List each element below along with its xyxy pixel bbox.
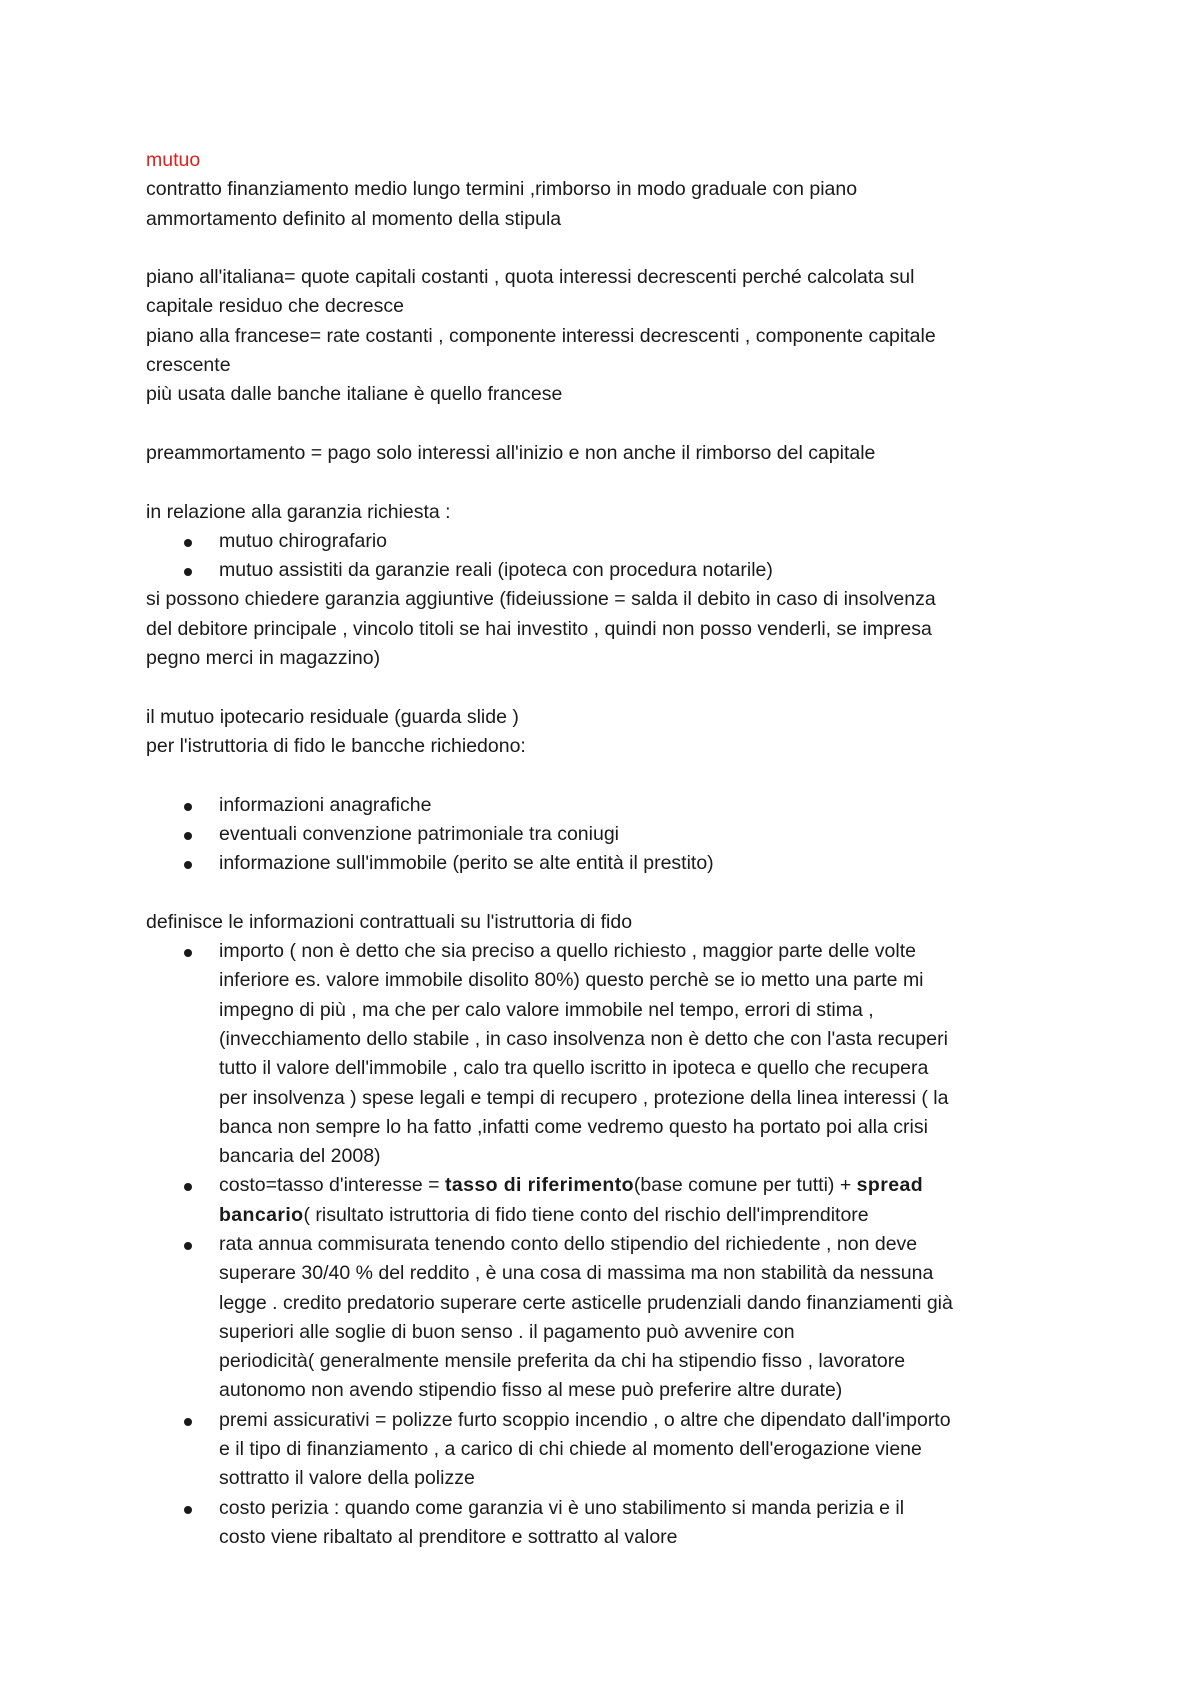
list-item-premi: premi assicurativi = polizze furto scoppio incendio , o altre che dipendato dall'importo e il tipo di finanziamento , a carico di chi chiede al momento dell'erogazione viene sottratto il valore della polizze: [146, 1406, 1080, 1494]
bullet-icon: [184, 1418, 192, 1426]
list-item: mutuo assistiti da garanzie reali (ipoteca con procedura notarile): [146, 556, 1080, 585]
contrattuali-list: [146, 937, 1080, 1552]
bold-term: bancario: [219, 1203, 304, 1226]
piano-line: più usata dalle banche italiane è quello francese: [146, 383, 563, 406]
piano-line: piano all'italiana= quote capitali costanti , quota interessi decrescenti perché calcolata sul: [146, 266, 915, 289]
preammortamento-line: preammortamento = pago solo interessi all'inizio e non anche il rimborso del capitale: [146, 441, 876, 464]
piano-line: crescente: [146, 354, 231, 377]
document-title: mutuo: [146, 149, 201, 171]
bold-term: tasso di riferimento: [444, 1174, 634, 1197]
list-item-rata: rata annua commisurata tenendo conto dello stipendio del richiedente , non deve superare 30/40 % del reddito , è una cosa di massima ma non stabilità da nessuna legge . credito predatorio superare certe asticelle prudenziali dando finanziamenti già superiori alle soglie di buon senso . il pagamento può avvenire con periodicità( generalmente mensile preferita da chi ha stipendio fisso , lavoratore autonomo non avendo stipendio fisso al mese può preferire altre durate): [146, 1230, 1080, 1406]
bullet-icon: [184, 1183, 192, 1191]
bullet-icon: [184, 539, 192, 547]
ipotecario-line: per l'istruttoria di fido le bancche richiedono:: [146, 734, 526, 757]
list-item-perizia: costo perizia : quando come garanzia vi è uno stabilimento si manda perizia e il costo viene ribaltato al prenditore e sottratto al valore: [146, 1494, 1080, 1553]
garanzia-extra-line: si possono chiedere garanzia aggiuntive (fideiussione = salda il debito in caso di insolvenza: [146, 588, 936, 611]
istruttoria-list: [146, 791, 1080, 879]
bullet-icon: [184, 1242, 192, 1250]
intro-line: contratto finanziamento medio lungo termini ,rimborso in modo graduale con piano: [146, 178, 858, 201]
list-item-importo: importo ( non è detto che sia preciso a quello richiesto , maggior parte delle volte inferiore es. valore immobile disolito 80%) questo perchè se io metto una parte mi impegno di più , ma che per calo valore immobile nel tempo, errori di stima , (invecchiamento dello stabile , in caso insolvenza non è detto che con l'asta recuperi tutto il valore dell'immobile , calo tra quello iscritto in ipoteca e quello che recupera per insolvenza ) spese legali e tempi di recupero , protezione della linea interessi ( la banca non sempre lo ha fatto ,infatti come vedremo questo ha portato poi alla crisi bancaria del 2008): [146, 937, 1080, 1171]
garanzia-extra-line: del debitore principale , vincolo titoli se hai investito , quindi non posso venderli, se impresa: [146, 617, 932, 640]
contrattuali-heading: definisce le informazioni contrattuali su l'istruttoria di fido: [146, 910, 633, 933]
bullet-icon: [184, 803, 192, 811]
bold-term: spread: [856, 1174, 924, 1197]
bullet-icon: [184, 568, 192, 576]
garanzia-list: [146, 527, 1080, 586]
list-item: eventuali convenzione patrimoniale tra coniugi: [146, 820, 1080, 849]
piano-line: capitale residuo che decresce: [146, 295, 404, 318]
ipotecario-line: il mutuo ipotecario residuale (guarda slide ): [146, 705, 519, 728]
garanzia-extra-line: pegno merci in magazzino): [146, 647, 381, 670]
bullet-icon: [184, 949, 192, 957]
bullet-icon: [184, 861, 192, 869]
intro-line: ammortamento definito al momento della stipula: [146, 207, 562, 230]
bullet-icon: [184, 1506, 192, 1514]
garanzia-heading: in relazione alla garanzia richiesta :: [146, 500, 451, 523]
piano-line: piano alla francese= rate costanti , componente interessi decrescenti , componente capitale: [146, 324, 936, 347]
bullet-icon: [184, 832, 192, 840]
list-item: informazioni anagrafiche: [146, 791, 1080, 820]
list-item: mutuo chirografario: [146, 527, 1080, 556]
list-item: informazione sull'immobile (perito se alte entità il prestito): [146, 849, 1080, 878]
list-item-costo: costo=tasso d'interesse = tasso di riferimento(base comune per tutti) + spread bancario( risultato istruttoria di fido tiene conto del rischio dell'imprenditore: [146, 1171, 1080, 1230]
